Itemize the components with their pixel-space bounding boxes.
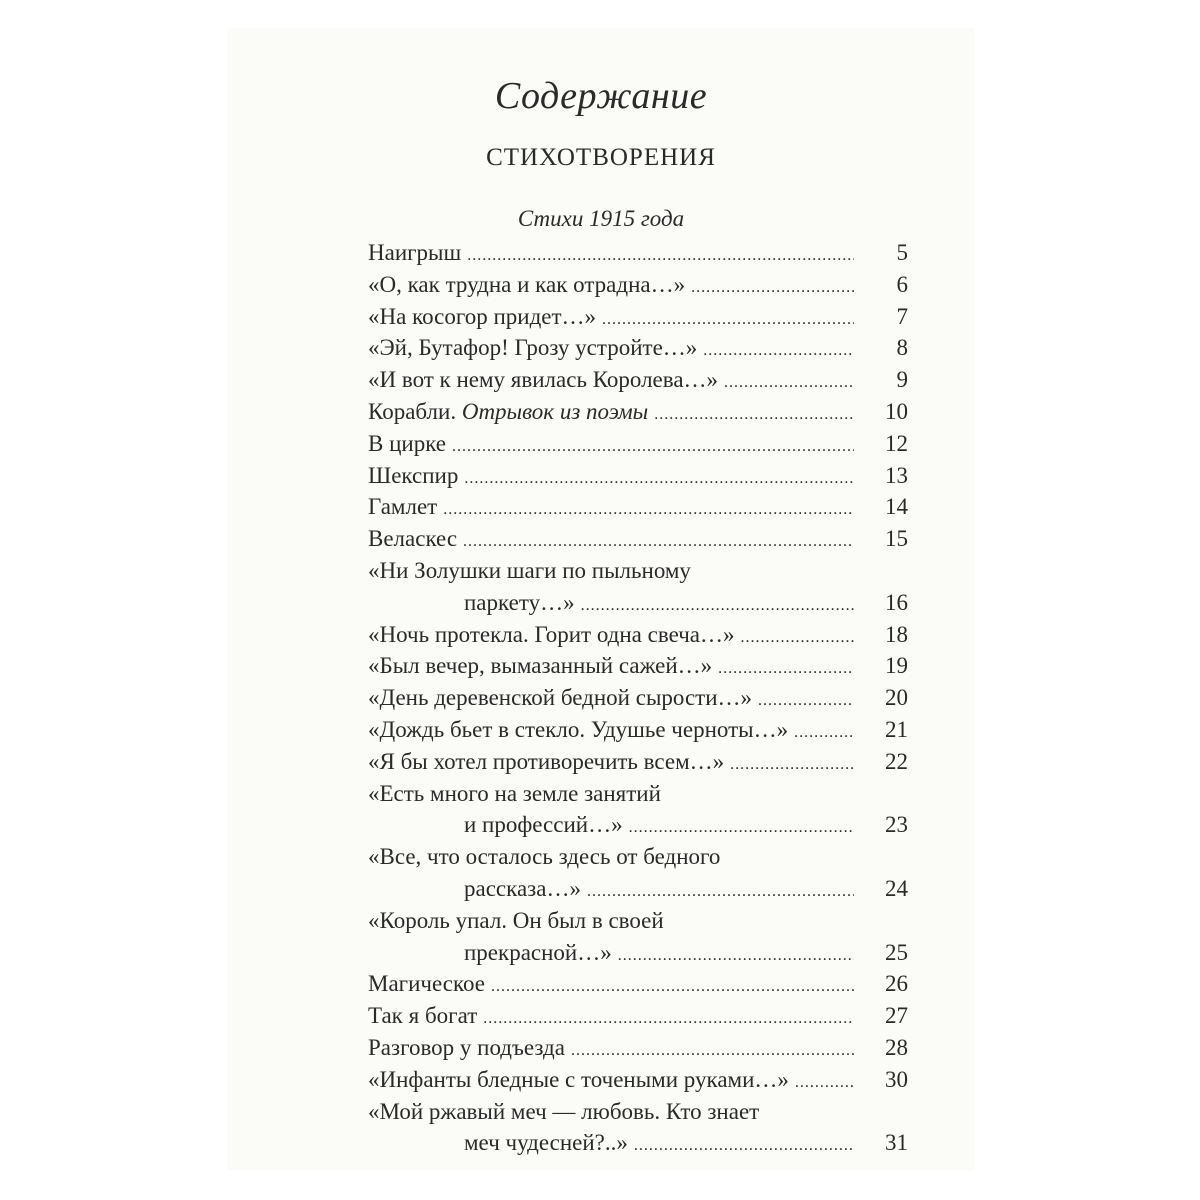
dot-leader bbox=[491, 971, 854, 1003]
entry-page-number: 31 bbox=[885, 1130, 908, 1156]
entry-title-first-line: «Ни Золушки шаги по пыльному bbox=[368, 557, 691, 583]
dot-leader bbox=[452, 431, 854, 463]
toc-entry bbox=[368, 937, 908, 969]
page-title: Содержание bbox=[494, 75, 708, 117]
toc-entry bbox=[368, 1064, 908, 1096]
toc-entry bbox=[368, 746, 908, 778]
entry-page-number: 16 bbox=[885, 589, 908, 615]
entry-title-first-line: «Король упал. Он был в своей bbox=[368, 907, 664, 933]
toc-entry bbox=[368, 619, 908, 651]
toc-entry bbox=[368, 396, 908, 428]
dot-leader bbox=[703, 335, 854, 367]
entry-page-number: 20 bbox=[885, 685, 908, 711]
entry-title-first-line: «Есть много на земле занятий bbox=[368, 780, 661, 806]
entry-page-number: 22 bbox=[885, 748, 908, 774]
entry-page-number: 6 bbox=[896, 271, 908, 297]
entry-page-number: 18 bbox=[885, 621, 908, 647]
entry-page-number: 10 bbox=[885, 398, 908, 424]
entry-title: Так я богат bbox=[368, 1003, 478, 1029]
subsection-heading: Стихи 1915 года bbox=[517, 206, 685, 231]
toc-entry bbox=[368, 873, 908, 905]
entry-title-first-line: «Мой ржавый меч — любовь. Кто знает bbox=[368, 1098, 760, 1124]
entry-page-number: 24 bbox=[885, 875, 908, 901]
entry-title: Наигрыш bbox=[368, 240, 462, 265]
dot-leader bbox=[464, 463, 854, 495]
toc-entry bbox=[368, 428, 908, 460]
toc-entry bbox=[368, 1127, 908, 1159]
dot-leader bbox=[758, 685, 854, 717]
dot-leader bbox=[794, 717, 854, 749]
dot-leader bbox=[618, 940, 854, 972]
toc-entry bbox=[368, 809, 908, 841]
dot-leader bbox=[571, 1035, 854, 1067]
toc-entry bbox=[368, 523, 908, 555]
dot-leader bbox=[443, 494, 854, 526]
entry-page-number: 19 bbox=[885, 653, 908, 679]
entry-page-number: 9 bbox=[896, 367, 908, 393]
dot-leader bbox=[740, 622, 854, 654]
toc-entry bbox=[368, 1000, 908, 1032]
dot-leader bbox=[629, 812, 854, 844]
entry-title: Веласкес bbox=[368, 526, 458, 552]
dot-leader bbox=[467, 240, 854, 272]
entry-title: и профессий…» bbox=[464, 812, 623, 838]
entry-title-italic: Отрывок из поэмы bbox=[461, 398, 649, 424]
entry-page-number: 7 bbox=[896, 303, 908, 329]
entry-title bbox=[368, 396, 654, 428]
toc-entry bbox=[368, 587, 908, 619]
entry-page-number: 14 bbox=[885, 494, 908, 520]
dot-leader bbox=[718, 653, 854, 685]
toc-entry bbox=[368, 968, 908, 1000]
entry-page-number: 12 bbox=[885, 430, 908, 456]
entry-title-main: Корабли. bbox=[368, 398, 457, 424]
entry-title: Шекспир bbox=[368, 462, 459, 488]
entry-title: «На косогор придет…» bbox=[368, 303, 597, 329]
table-of-contents bbox=[368, 237, 908, 1159]
toc-entry bbox=[368, 237, 908, 269]
entry-title: паркету…» bbox=[464, 589, 575, 615]
entry-title: «Эй, Бутафор! Грозу устройте…» bbox=[368, 335, 698, 361]
entry-title: Гамлет bbox=[368, 494, 438, 520]
entry-title: рассказа…» bbox=[464, 875, 581, 901]
entry-title: меч чудесней?..» bbox=[464, 1130, 628, 1156]
entry-title: прекрасной…» bbox=[464, 939, 612, 965]
entry-title: Разговор у подъезда bbox=[368, 1034, 565, 1060]
entry-title: «День деревенской бедной сырости…» bbox=[368, 685, 753, 711]
book-page bbox=[228, 28, 974, 1170]
entry-page-number: 26 bbox=[885, 971, 908, 997]
dot-leader bbox=[654, 399, 854, 431]
entry-title: «О, как трудна и как отрадна…» bbox=[368, 271, 686, 297]
entry-page-number: 23 bbox=[885, 812, 908, 838]
entry-title: Магическое bbox=[368, 971, 485, 997]
toc-entry bbox=[368, 682, 908, 714]
toc-entry bbox=[368, 491, 908, 523]
entry-title-first-line: «Все, что осталось здесь от бедного bbox=[368, 844, 721, 870]
dot-leader bbox=[724, 367, 854, 399]
toc-entry bbox=[368, 650, 908, 682]
toc-entry bbox=[368, 269, 908, 301]
toc-entry bbox=[368, 714, 908, 746]
entry-page-number: 25 bbox=[885, 939, 908, 965]
toc-entry bbox=[368, 460, 908, 492]
entry-title: «Был вечер, вымазанный сажей…» bbox=[368, 653, 713, 679]
section-heading: СТИХОТВОРЕНИЯ bbox=[486, 144, 716, 171]
entry-page-number: 13 bbox=[885, 462, 908, 488]
dot-leader bbox=[602, 304, 854, 336]
entry-page-number: 15 bbox=[885, 526, 908, 552]
entry-title: «И вот к нему явилась Королева…» bbox=[368, 367, 719, 393]
toc-entry bbox=[368, 301, 908, 333]
toc-entry bbox=[368, 1032, 908, 1064]
dot-leader bbox=[730, 749, 854, 781]
dot-leader bbox=[483, 1003, 854, 1035]
dot-leader bbox=[587, 876, 854, 908]
dot-leader bbox=[634, 1130, 854, 1162]
entry-page-number: 21 bbox=[885, 716, 908, 742]
entry-title: «Я бы хотел противоречить всем…» bbox=[368, 748, 725, 774]
entry-page-number: 28 bbox=[885, 1034, 908, 1060]
toc-entry bbox=[368, 332, 908, 364]
entry-title: «Ночь протекла. Горит одна свеча…» bbox=[368, 621, 735, 647]
entry-page-number: 27 bbox=[885, 1003, 908, 1029]
toc-entry bbox=[368, 364, 908, 396]
entry-page-number: 8 bbox=[896, 335, 908, 361]
dot-leader bbox=[795, 1067, 854, 1099]
entry-page-number: 5 bbox=[896, 240, 908, 265]
dot-leader bbox=[581, 590, 854, 622]
entry-title: В цирке bbox=[368, 430, 447, 456]
dot-leader bbox=[691, 272, 854, 304]
entry-page-number: 30 bbox=[885, 1066, 908, 1092]
dot-leader bbox=[463, 526, 854, 558]
entry-title: «Инфанты бледные с точеными руками…» bbox=[368, 1066, 789, 1092]
entry-title: «Дождь бьет в стекло. Удушье черноты…» bbox=[368, 716, 789, 742]
